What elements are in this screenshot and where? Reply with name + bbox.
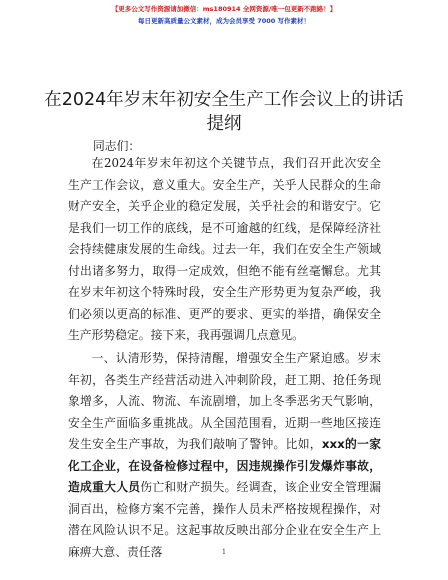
promo-banner-line1: 【更多公文写作资源请加微信：ms180914 全网资源/唯一包更新不跑路！】 (111, 5, 337, 13)
promo-banner-line2: 每日更新高质量公文素材，成为会员享受 7000 写作素材！ (137, 17, 311, 25)
page-number: 1 (221, 548, 227, 556)
paragraph-section-one-text-b: 伤亡和财产损失。经调查，该企业安全管理漏洞百出，检修方案不完善，操作人员未严格按规程操作，对潜在风险认识不足。这起事故反映出部分企业在安全生产上麻痹大意、责任落 (68, 480, 381, 559)
paragraph-section-one (68, 348, 381, 563)
salutation: 同志们： (93, 139, 141, 153)
paragraph-intro: 在2024年岁末年初这个关键节点，我们召开此次安全生产工作会议，意义重大。安全生产，关乎人民群众的生命财产安全，关乎企业的稳定发展，关乎社会的和谐安宁。它是我们一切工作的底线，是不可逾越的红线，是保障经济社会持续健康发展的生命线。过去一年，我们在安全生产领域付出诸多努力，取得一定成效，但绝不能有丝毫懈怠。尤其在岁末年初这个特殊时段，安全生产形势更为复杂严峻，我们必须以更高的标准、更严的要求、更实的举措，确保安全生产形势稳定。接下来，我再强调几点意见。 (68, 156, 381, 342)
promo-banner (0, 3, 448, 27)
document-title: 在2024年岁末年初安全生产工作会议上的讲话提纲 (44, 90, 404, 134)
paragraph-section-one-text-a: 一、认清形势，保持清醒，增强安全生产紧迫感。岁末年初，各类生产经营活动进入冲刺阶段，赶工期、抢任务现象增多，人流、物流、车流剧增，加上冬季恶劣天气影响，安全生产面临多重挑战。从全国范围看，近期一些地区接连发生安全生产事故，为我们敲响了警钟。比如， (68, 351, 381, 451)
paragraph-section-one-bold-text: xxx的一家化工企业，在设备检修过程中，因违规操作引发爆炸事故，造成重大人员 (68, 437, 381, 494)
